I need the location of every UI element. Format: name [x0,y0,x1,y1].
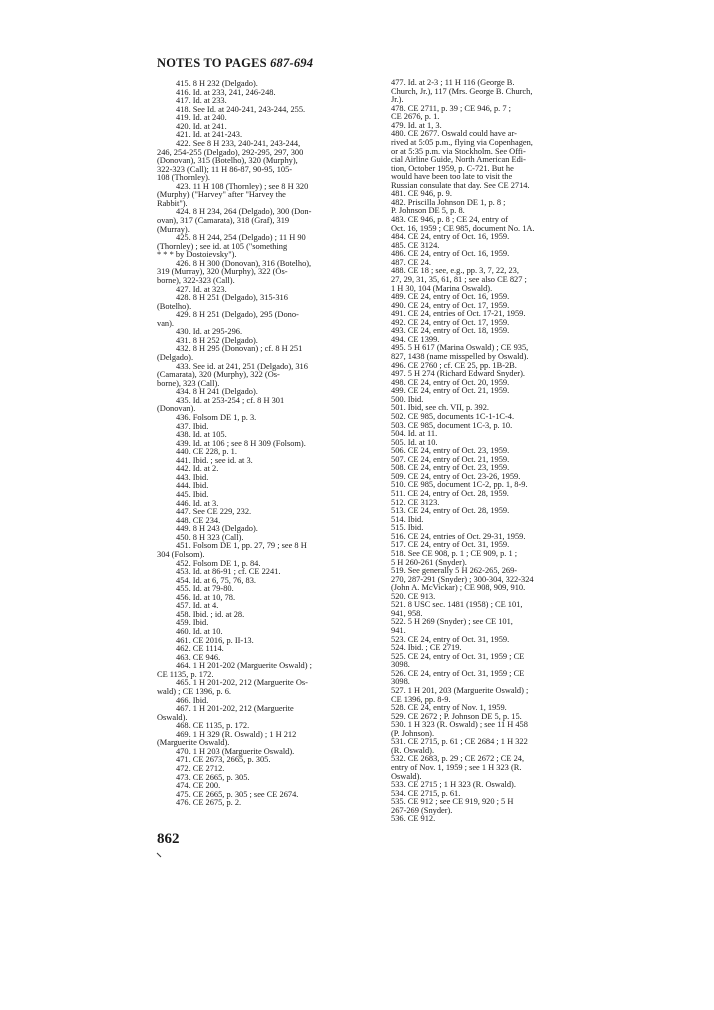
note-entry: 534. CE 2715, p. 61. [391,788,461,798]
note-entry: 453. Id. at 86-91 ; cf. CE 2241. [176,567,281,577]
note-entry: 435. Id. at 253-254 ; cf. 8 H 301 (Donovan). [157,395,285,414]
note-entry: 500. Ibid. [391,394,424,404]
note-entry: 480. CE 2677. Oswald could have ar- rived at 5:05 p.m., flying via Copenhagen, or at 5:35 p.m. via Stockholm. See Offi- cial Airline Guide, North American Edi- tion, October 1959, p. C-721. But he would have been too late to visit the Russian consulate that day. See CE 2714. [391,129,533,190]
note-entry: 513. CE 24, entry of Oct. 28, 1959. [391,506,510,516]
note-entry: 436. Folsom DE 1, p. 3. [176,412,257,422]
note-entry: 475. CE 2665, p. 305 ; see CE 2674. [176,789,299,799]
note-entry: 488. CE 18 ; see, e.g., pp. 3, 7, 22, 23, 27, 29, 31, 35, 61, 81 ; see also CE 827 ; 1 H 30, 104 (Marina Oswald). [391,266,527,293]
note-entry: 508. CE 24, entry of Oct. 23, 1959. [391,463,510,473]
note-entry: 505. Id. at 10. [391,437,438,447]
note-entry: 515. Ibid. [391,523,424,533]
note-entry: 415. 8 H 232 (Delgado). [176,79,258,88]
note-entry: 454. Id. at 6, 75, 76, 83. [176,575,257,585]
note-entry: 491. CE 24, entries of Oct. 17-21, 1959. [391,309,526,319]
note-entry: 460. Id. at 10. [176,627,223,636]
note-entry: 472. CE 2712. [176,764,225,773]
note-entry: 422. See 8 H 233, 240-241, 243-244, 246, 254-255 (Delgado), 292-295, 297, 300 (Donovan), 315 (Botelho), 320 (Murphy), 322-323 (Call); 11 H 86-87, 90-95, 105- 108 (Thornley). [157,138,304,183]
note-entry: 451. Folsom DE 1, pp. 27, 79 ; see 8 H 304 (Folsom). [157,541,307,559]
note-entry: 446. Id. at 3. [176,498,219,508]
note-entry: 493. CE 24, entry of Oct. 18, 1959. [391,326,510,336]
note-entry: 522. 5 H 269 (Snyder) ; see CE 101, 941. [391,617,513,635]
note-entry: 479. Id. at 1, 3. [391,120,442,130]
note-entry: 492. CE 24, entry of Oct. 17, 1959. [391,317,510,327]
note-entry: 487. CE 24. [391,257,432,267]
note-entry: 495. 5 H 617 (Marina Oswald) ; CE 935, 827, 1438 (name misspelled by Oswald). [391,343,529,361]
note-entry: 529. CE 2672 ; P. Johnson DE 5, p. 15. [391,711,522,721]
note-entry: 418. See Id. at 240-241, 243-244, 255. [176,104,306,114]
note-entry: 501. Ibid, see ch. VII, p. 392. [391,403,490,413]
running-head-pages: 687-694 [270,56,314,70]
note-entry: 452. Folsom DE 1, p. 84. [176,558,261,568]
note-entry: 516. CE 24, entries of Oct. 29-31, 1959. [391,531,526,541]
note-entry: 532. CE 2683, p. 29 ; CE 2672 ; CE 24, entry of Nov. 1, 1959 ; see 1 H 323 (R. Oswald). [391,754,525,781]
note-entry: 502. CE 985, documents 1C-1-1C-4. [391,411,515,421]
note-entry: 463. CE 946. [176,652,221,662]
note-entry: 425. 8 H 244, 254 (Delgado) ; 11 H 90 (Thornley) ; see id. at 105 ("something * * * by Dostoievsky"). [157,233,306,260]
note-entry: 437. Ibid. [176,421,209,431]
note-entry: 467. 1 H 201-202, 212 (Marguerite Oswald). [157,704,294,722]
note-entry: 468. CE 1135, p. 172. [176,721,250,731]
running-head [157,56,313,71]
note-entry: 536. CE 912. [391,814,436,824]
notes-column-left [157,80,369,808]
note-entry: 499. CE 24, entry of Oct. 21, 1959. [391,386,510,396]
note-entry: 447. See CE 229, 232. [176,507,252,517]
note-entry: 484. CE 24, entry of Oct. 16, 1959. [391,232,510,242]
page-number: 862 [157,831,180,847]
note-entry: 525. CE 24, entry of Oct. 31, 1959 ; CE 3098. [391,651,525,670]
note-entry: 524. Ibid. ; CE 2719. [391,643,462,653]
note-entry: 490. CE 24, entry of Oct. 17, 1959. [391,300,510,310]
note-entry: 527. 1 H 201, 203 (Marguerite Oswald) ; CE 1396, pp. 8-9. [391,685,529,704]
note-entry: 504. Id. at 11. [391,429,438,439]
note-entry: 428. 8 H 251 (Delgado), 315-316 (Botelho). [157,293,288,311]
note-entry: 531. CE 2715, p. 61 ; CE 2684 ; 1 H 322 (R. Oswald). [391,737,528,755]
note-entry: 434. 8 H 241 (Delgado). [176,387,258,397]
note-entry: 507. CE 24, entry of Oct. 21, 1959. [391,454,510,464]
note-entry: 530. 1 H 323 (R. Oswald) ; see 11 H 458 (P. Johnson). [391,720,528,738]
note-entry: 470. 1 H 203 (Marguerite Oswald). [176,746,295,756]
note-entry: 476. CE 2675, p. 2. [176,798,242,808]
note-entry: 535. CE 912 ; see CE 919, 920 ; 5 H 267-269 (Snyder). [391,797,514,815]
note-entry: 461. CE 2016, p. II-13. [176,635,254,645]
note-entry: 483. CE 946, p. 8 ; CE 24, entry of Oct. 16, 1959 ; CE 985, document No. 1A. [391,215,535,233]
note-entry: 520. CE 913. [391,591,436,601]
note-entry: 473. CE 2665, p. 305. [176,772,250,782]
note-entry: 421. Id. at 241-243. [176,130,243,140]
note-entry: 455. Id. at 79-80. [176,584,234,594]
note-entry: 440. CE 228, p. 1. [176,447,237,457]
note-entry: 457. Id. at 4. [176,601,219,611]
note-entry: 458. Ibid. ; id. at 28. [176,609,245,619]
note-entry: 486. CE 24, entry of Oct. 16, 1959. [391,249,510,259]
note-entry: 519. See generally 5 H 262-265, 269- 270, 287-291 (Snyder) ; 300-304, 322-324 (John A. McVickar) ; CE 908, 909, 910. [391,566,534,593]
note-entry: 469. 1 H 329 (R. Oswald) ; 1 H 212 (Marguerite Oswald). [157,729,297,748]
note-entry: 503. CE 985, document 1C-3, p. 10. [391,420,513,430]
note-entry: 430. Id. at 295-296. [176,327,243,337]
note-entry: 416. Id. at 233, 241, 246-248. [176,87,276,97]
note-entry: 465. 1 H 201-202, 212 (Marguerite Os- wald) ; CE 1396, p. 6. [157,678,308,696]
note-entry: 426. 8 H 300 (Donovan), 316 (Botelho), 319 (Murray), 320 (Murphy), 322 (Os- borne), 322-323 (Call). [157,258,312,285]
note-entry: 497. 5 H 274 (Richard Edward Snyder). [391,369,525,379]
note-entry: 521. 8 USC sec. 1481 (1958) ; CE 101, 941, 958. [391,600,523,618]
note-entry: 498. CE 24, entry of Oct. 20, 1959. [391,377,510,387]
note-entry: 442. Id. at 2. [176,464,219,474]
note-entry: 417. Id. at 233. [176,96,227,106]
note-entry: 466. Ibid. [176,695,209,705]
note-entry: 439. Id. at 106 ; see 8 H 309 (Folsom). [176,438,306,448]
note-entry: 482. Priscilla Johnson DE 1, p. 8 ; P. Johnson DE 5, p. 8. [391,197,506,216]
note-entry: 494. CE 1399. [391,334,440,344]
note-entry: 471. CE 2673, 2665, p. 305. [176,755,271,765]
note-entry: 456. Id. at 10, 78. [176,592,236,602]
note-entry: 432. 8 H 295 (Donovan) ; cf. 8 H 251 (Delgado). [157,344,303,362]
note-entry: 481. CE 946, p. 9. [391,189,452,199]
note-entry: 431. 8 H 252 (Delgado). [176,335,258,345]
note-entry: 433. See id. at 241, 251 (Delgado), 316 (Camarata), 320 (Murphy), 322 (Os- borne), 323 (Call). [157,361,308,388]
note-entry: 474. CE 200. [176,781,221,791]
note-entry: 441. Ibid. ; see id. at 3. [176,455,253,465]
note-entry: 517. CE 24, entry of Oct. 31, 1959. [391,540,510,550]
note-entry: 512. CE 3123. [391,497,440,507]
note-entry: 496. CE 2760 ; cf. CE 25, pp. 1B-2B. [391,360,517,370]
note-entry: 462. CE 1114. [176,644,224,654]
note-entry: 424. 8 H 234, 264 (Delgado), 300 (Don- ovan), 317 (Camarata), 318 (Graf), 319 (Murray). [157,207,312,234]
note-entry: 429. 8 H 251 (Delgado), 295 (Dono- van). [157,310,299,328]
note-entry: 464. 1 H 201-202 (Marguerite Oswald) ; CE 1135, p. 172. [157,661,312,679]
note-entry: 419. Id. at 240. [176,113,227,123]
note-entry: 523. CE 24, entry of Oct. 31, 1959. [391,634,510,644]
note-entry: 478. CE 2711, p. 39 ; CE 946, p. 7 ; CE 2676, p. 1. [391,103,511,122]
note-entry: 526. CE 24, entry of Oct. 31, 1959 ; CE 3098. [391,668,525,687]
note-entry: 450. 8 H 323 (Call). [176,532,244,542]
note-entry: 459. Ibid. [176,618,209,628]
note-entry: 528. CE 24, entry of Nov. 1, 1959. [391,703,507,713]
note-entry: 518. See CE 908, p. 1 ; CE 909, p. 1 ; 5 H 260-261 (Snyder). [391,548,518,567]
note-entry: 514. Ibid. [391,514,424,524]
note-entry: 444. Ibid. [176,481,209,491]
note-entry: 506. CE 24, entry of Oct. 23, 1959. [391,446,510,456]
note-entry: 448. CE 234. [176,515,221,525]
note-entry: 489. CE 24, entry of Oct. 16, 1959. [391,292,510,302]
note-entry: 485. CE 3124. [391,240,440,250]
note-entry: 420. Id. at 241. [176,121,227,131]
running-head-title: NOTES TO PAGES [157,56,271,70]
note-entry: 510. CE 985, document 1C-2, pp. 1, 8-9. [391,480,528,490]
note-entry: 509. CE 24, entry of Oct. 23-26, 1959. [391,471,521,481]
note-entry: 423. 11 H 108 (Thornley) ; see 8 H 320 (Murphy) ("Harvey" after "Harvey the Rabbit"). [157,181,309,208]
note-entry: 449. 8 H 243 (Delgado). [176,524,258,534]
note-entry: 438. Id. at 105. [176,430,227,440]
note-entry: 443. Ibid. [176,472,209,482]
note-entry: 427. Id. at 323. [176,284,227,294]
note-entry: 477. Id. at 2-3 ; 11 H 116 (George B. Church, Jr.), 117 (Mrs. George B. Church, Jr.). [391,78,533,105]
note-entry: 445. Ibid. [176,490,209,499]
note-entry: 511. CE 24, entry of Oct. 28, 1959. [391,489,509,498]
notes-column-right [391,79,601,824]
scan-mark-icon [156,852,162,858]
note-entry: 533. CE 2715 ; 1 H 323 (R. Oswald). [391,780,516,790]
